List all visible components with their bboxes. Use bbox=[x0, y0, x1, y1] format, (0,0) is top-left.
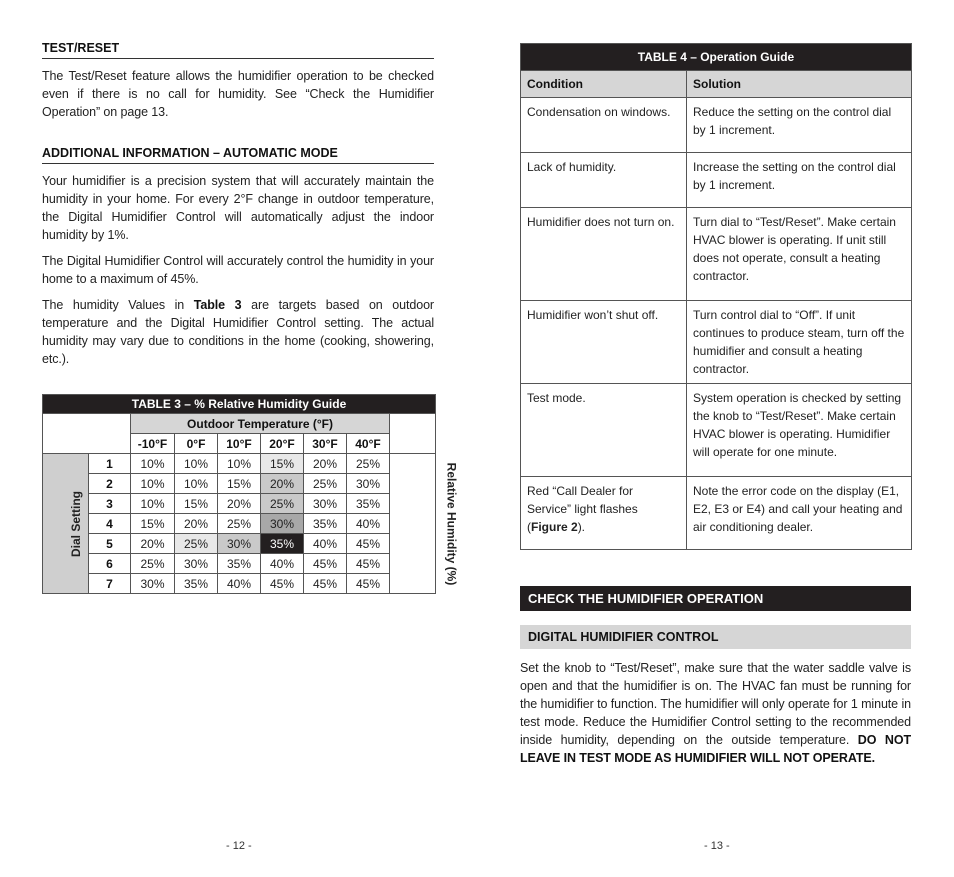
solution-header: Solution bbox=[687, 71, 912, 98]
dial-number: 5 bbox=[89, 534, 131, 554]
figure-ref: Figure 2 bbox=[531, 520, 578, 534]
condition-text: Humidifier does not turn on. bbox=[527, 215, 675, 229]
humidity-value: 10% bbox=[131, 474, 175, 494]
humidity-value: 45% bbox=[347, 554, 390, 574]
humidity-value: 20% bbox=[131, 534, 175, 554]
humidity-value: 40% bbox=[304, 534, 347, 554]
humidity-value: 30% bbox=[131, 574, 175, 594]
humidity-value: 30% bbox=[347, 474, 390, 494]
temp-header: 30°F bbox=[304, 434, 347, 454]
dial-number: 4 bbox=[89, 514, 131, 534]
dial-number: 1 bbox=[89, 454, 131, 474]
condition-text: Test mode. bbox=[527, 391, 586, 405]
dial-number: 3 bbox=[89, 494, 131, 514]
humidity-value: 35% bbox=[218, 554, 261, 574]
humidity-value: 45% bbox=[347, 574, 390, 594]
humidity-value: 30% bbox=[261, 514, 304, 534]
table4-body bbox=[521, 98, 912, 550]
additional-para-1: Your humidifier is a precision system that will accurately maintain the humidity in your home. For every 2°F change in outdoor temperature, the Digital Humidifier Control will automatically adjust the indoor humidity by 1%. bbox=[42, 174, 434, 242]
check-operation-heading: CHECK THE HUMIDIFIER OPERATION bbox=[520, 586, 911, 611]
p3-pre: The humidity Values in bbox=[42, 298, 194, 312]
digital-control-subheading: DIGITAL HUMIDIFIER CONTROL bbox=[520, 625, 911, 649]
outdoor-temp-label: Outdoor Temperature (°F) bbox=[131, 414, 390, 434]
humidity-value: 10% bbox=[175, 454, 218, 474]
humidity-value: 45% bbox=[261, 574, 304, 594]
relative-humidity-label-cell bbox=[390, 454, 459, 594]
temp-header: 0°F bbox=[175, 434, 218, 454]
humidity-value: 20% bbox=[175, 514, 218, 534]
humidity-value: 20% bbox=[261, 474, 304, 494]
table-row bbox=[43, 474, 436, 494]
check-text: Set the knob to “Test/Reset”, make sure that the water saddle valve is open and that the humidifier is on. The HVAC fan must be running for the humidifier to function. The humidifier will only operate for 1 minute in test mode. Reduce the Humidifier Control setting to the recommended inside humidity, depending on the outside temperature. bbox=[520, 661, 911, 747]
dial-setting-label-cell bbox=[43, 454, 89, 594]
table-row bbox=[521, 208, 912, 301]
condition-cell bbox=[521, 384, 687, 477]
dial-number: 6 bbox=[89, 554, 131, 574]
humidity-value: 20% bbox=[304, 454, 347, 474]
p3-post: are targets based on outdoor temperature and the Digital Humidifier Control setting. The actual humidity may vary due to conditions in the home (cooking, showering, etc.). bbox=[42, 298, 434, 366]
condition-text: Red “Call Dealer for Service” light flashes ( bbox=[527, 484, 638, 534]
humidity-value: 35% bbox=[175, 574, 218, 594]
condition-text: Humidifier won’t shut off. bbox=[527, 308, 659, 322]
check-operation-text bbox=[520, 659, 911, 767]
solution-cell: Note the error code on the display (E1, E2, E3 or E4) and call your heating and air conditioning dealer. bbox=[687, 477, 912, 550]
humidity-value: 40% bbox=[347, 514, 390, 534]
table-row bbox=[521, 477, 912, 550]
humidity-value: 15% bbox=[218, 474, 261, 494]
page-number-13: - 13 - bbox=[704, 840, 730, 852]
condition-text-end: ). bbox=[577, 520, 586, 534]
table-row bbox=[43, 454, 436, 474]
table3-title: TABLE 3 – % Relative Humidity Guide bbox=[43, 395, 436, 414]
check-warning: DO NOT LEAVE IN TEST MODE AS HUMIDIFIER WILL NOT OPERATE. bbox=[520, 733, 911, 765]
solution-cell: Turn control dial to “Off”. If unit continues to produce steam, turn off the humidifier and consult a heating contractor. bbox=[687, 301, 912, 384]
test-reset-text: The Test/Reset feature allows the humidifier operation to be checked even if there is no call for humidity. See “Check the Humidifier Operation” on page 13. bbox=[42, 69, 434, 119]
solution-cell: Turn dial to “Test/Reset”. Make certain HVAC blower is operating. If unit still does not operate, consult a heating contractor. bbox=[687, 208, 912, 301]
humidity-guide-table bbox=[42, 394, 459, 594]
condition-cell bbox=[521, 208, 687, 301]
relative-humidity-label: Relative Humidity (%) bbox=[444, 462, 459, 585]
humidity-value: 10% bbox=[131, 494, 175, 514]
table-row bbox=[43, 514, 436, 534]
condition-cell bbox=[521, 153, 687, 208]
dial-setting-label: Dial Setting bbox=[69, 490, 84, 557]
humidity-value: 40% bbox=[218, 574, 261, 594]
table-row bbox=[521, 98, 912, 153]
test-reset-heading: TEST/RESET bbox=[42, 41, 434, 59]
dial-number: 7 bbox=[89, 574, 131, 594]
table-row bbox=[521, 384, 912, 477]
right-page bbox=[520, 0, 911, 852]
humidity-value: 25% bbox=[347, 454, 390, 474]
temp-header: -10°F bbox=[131, 434, 175, 454]
condition-cell bbox=[521, 98, 687, 153]
humidity-value: 15% bbox=[175, 494, 218, 514]
humidity-value: 45% bbox=[304, 554, 347, 574]
condition-cell bbox=[521, 477, 687, 550]
humidity-value: 25% bbox=[218, 514, 261, 534]
additional-info-heading: ADDITIONAL INFORMATION – AUTOMATIC MODE bbox=[42, 146, 434, 164]
solution-cell: Increase the setting on the control dial by 1 increment. bbox=[687, 153, 912, 208]
humidity-value: 25% bbox=[131, 554, 175, 574]
humidity-value: 35% bbox=[304, 514, 347, 534]
humidity-value: 30% bbox=[304, 494, 347, 514]
humidity-value: 45% bbox=[304, 574, 347, 594]
humidity-value: 15% bbox=[131, 514, 175, 534]
humidity-value: 40% bbox=[261, 554, 304, 574]
table-row bbox=[43, 574, 436, 594]
table3-right-blank bbox=[390, 414, 436, 454]
humidity-value: 35% bbox=[347, 494, 390, 514]
additional-para-3 bbox=[42, 296, 434, 368]
humidity-value: 45% bbox=[347, 534, 390, 554]
table3-corner bbox=[43, 414, 131, 454]
humidity-value: 25% bbox=[175, 534, 218, 554]
humidity-value: 20% bbox=[218, 494, 261, 514]
solution-cell: Reduce the setting on the control dial by 1 increment. bbox=[687, 98, 912, 153]
solution-cell: System operation is checked by setting the knob to “Test/Reset”. Make certain HVAC blower is operating. Humidifier will operate for one minute. bbox=[687, 384, 912, 477]
humidity-value: 25% bbox=[261, 494, 304, 514]
humidity-value: 15% bbox=[261, 454, 304, 474]
p3-bold: Table 3 bbox=[193, 298, 242, 312]
temp-header: 40°F bbox=[347, 434, 390, 454]
table-row bbox=[521, 301, 912, 384]
humidity-value: 10% bbox=[218, 454, 261, 474]
left-page bbox=[42, 0, 459, 852]
temp-header: 20°F bbox=[261, 434, 304, 454]
humidity-value: 30% bbox=[175, 554, 218, 574]
condition-text: Condensation on windows. bbox=[527, 105, 671, 119]
table-row bbox=[521, 153, 912, 208]
table-row bbox=[43, 534, 436, 554]
humidity-value: 10% bbox=[175, 474, 218, 494]
humidity-value: 25% bbox=[304, 474, 347, 494]
condition-text: Lack of humidity. bbox=[527, 160, 617, 174]
humidity-value: 35% bbox=[261, 534, 304, 554]
table3-body bbox=[43, 454, 459, 594]
table-row bbox=[43, 554, 436, 574]
temp-header: 10°F bbox=[218, 434, 261, 454]
table-row bbox=[43, 494, 436, 514]
operation-guide-table bbox=[520, 43, 912, 550]
table4-title: TABLE 4 – Operation Guide bbox=[521, 44, 912, 71]
dial-number: 2 bbox=[89, 474, 131, 494]
additional-para-2: The Digital Humidifier Control will accurately control the humidity in your home to a maximum of 45%. bbox=[42, 254, 434, 286]
page-number-12: - 12 - bbox=[226, 840, 252, 852]
condition-cell bbox=[521, 301, 687, 384]
humidity-value: 10% bbox=[131, 454, 175, 474]
condition-header: Condition bbox=[521, 71, 687, 98]
humidity-value: 30% bbox=[218, 534, 261, 554]
